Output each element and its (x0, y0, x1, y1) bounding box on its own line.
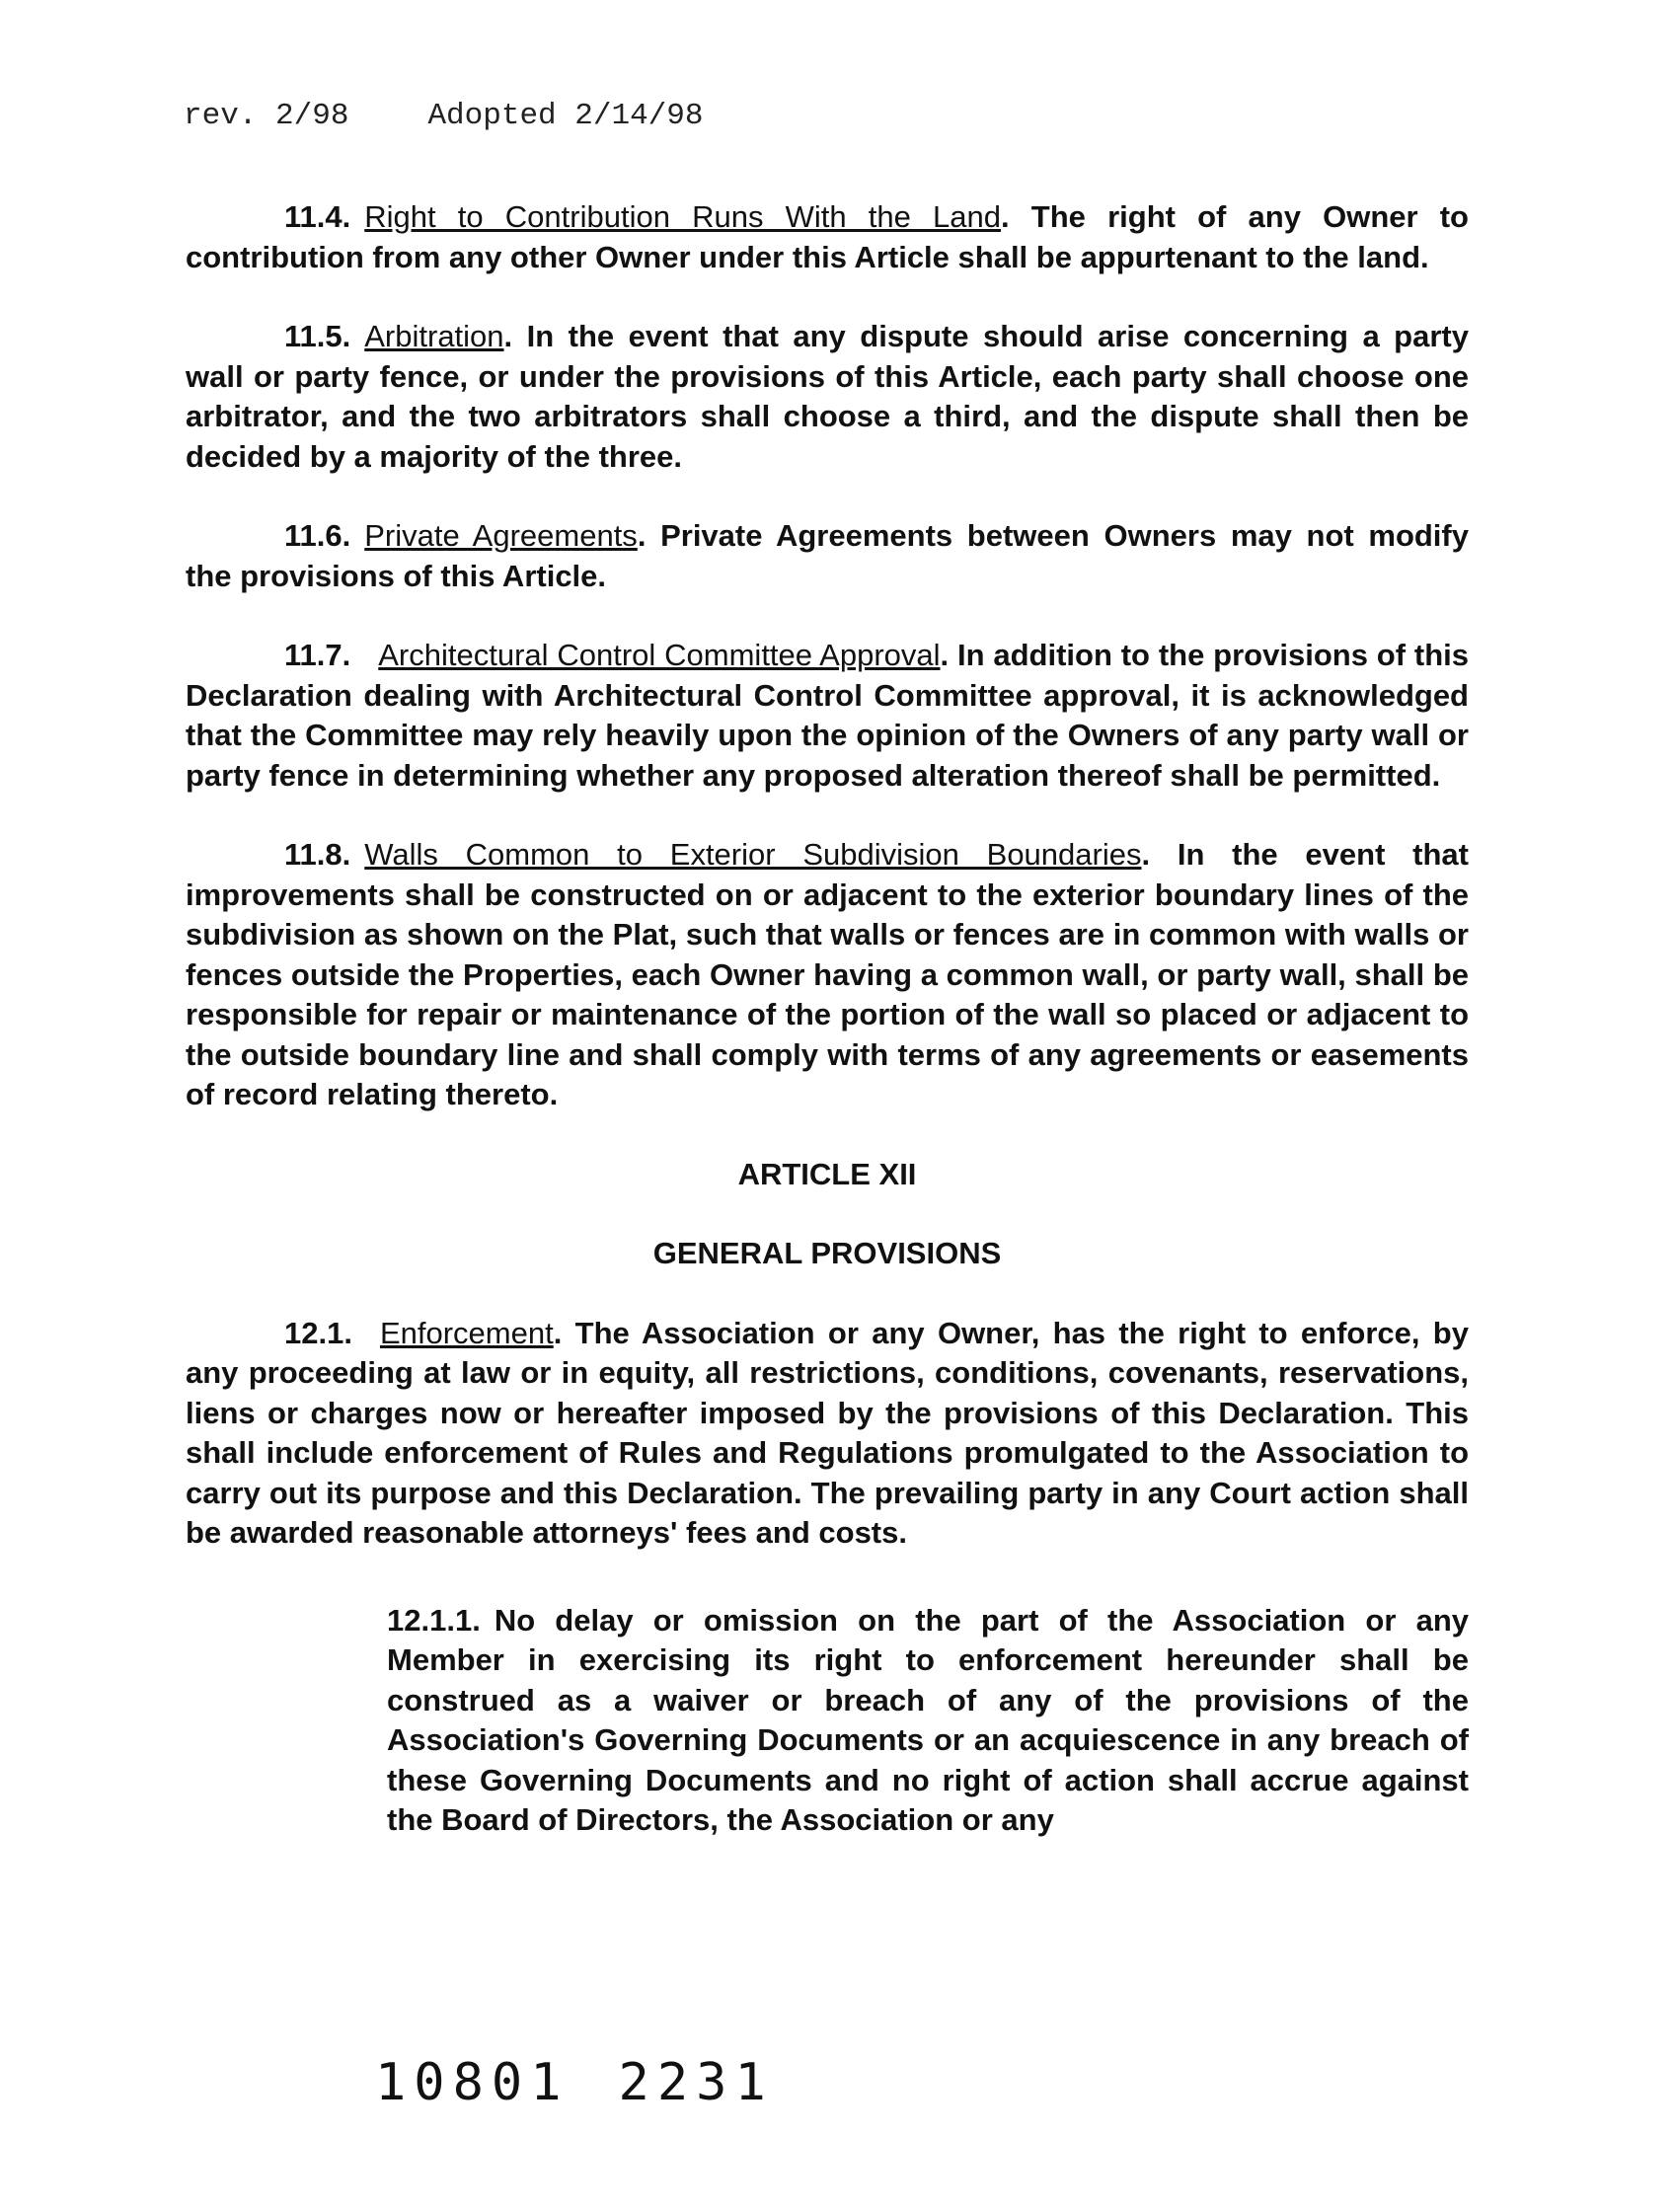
section-12-1 (186, 1314, 1469, 1554)
section-number: 11.4. (284, 199, 351, 234)
section-title: Architectural Control Committee Approval (378, 638, 941, 672)
section-text: . The right of any Owner to contribution from any other Owner under this Article shall be appurtenant to the land. (186, 199, 1469, 274)
section-text: No delay or omission on the part of the Association or any Member in exercising its right to enforcement hereunder shall be construed as a waiver or breach of any of the provisions of the Association's Governing Documents or an acquiescence in any breach of these Governing Documents and no right of action shall accrue against the Board of Directors, the Association or any (387, 1602, 1469, 1837)
section-title: Arbitration (364, 319, 504, 353)
section-title: Right to Contribution Runs With the Land (364, 199, 1002, 234)
section-11-8 (186, 835, 1469, 1115)
section-title: Walls Common to Exterior Subdivision Boundaries (364, 837, 1142, 872)
book-number: 10801 (375, 2053, 570, 2112)
page-number: 2231 (618, 2053, 774, 2112)
revision-line (184, 99, 782, 133)
section-number: 12.1. (284, 1315, 352, 1350)
section-11-4 (186, 197, 1469, 277)
article-title: GENERAL PROVISIONS (652, 1236, 1002, 1270)
adopted-label: Adopted 2/14/98 (427, 99, 704, 133)
section-12-1-1 (387, 1601, 1469, 1841)
section-number: 11.7. (284, 638, 351, 672)
recording-stamp (375, 2053, 823, 2112)
section-11-6 (186, 516, 1469, 596)
section-title: Private Agreements (364, 518, 638, 553)
section-number: 12.1.1. (387, 1602, 481, 1638)
document-body (186, 197, 1469, 1871)
section-11-7 (186, 636, 1469, 796)
section-text: . In addition to the provisions of this Declaration dealing with Architectural Control Committee approval, it is acknowledged that the Committee may rely heavily upon the opinion of the Owners of any party wall or party fence in determining whether any proposed alteration thereof shall be permitted. (186, 638, 1469, 793)
section-number: 11.5. (284, 319, 351, 353)
section-number: 11.8. (284, 837, 351, 872)
section-text: . Private Agreements between Owners may not modify the provisions of this Article. (186, 518, 1469, 593)
section-number: 11.6. (284, 518, 351, 553)
section-text: . In the event that improvements shall be constructed on or adjacent to the exterior boundary lines of the subdivision as shown on the Plat, such that walls or fences are in common with walls or fences outside the Properties, each Owner having a common wall, or party wall, shall be responsible for repair or maintenance of the portion of the wall so placed or adjacent to the outside boundary line and shall comply with terms of any agreements or easements of record relating thereto. (186, 837, 1469, 1111)
section-text: . The Association or any Owner, has the right to enforce, by any proceeding at law or in equity, all restrictions, conditions, covenants, reservations, liens or charges now or hereafter imposed by the provisions of this Declaration. This shall include enforcement of Rules and Regulations promulgated to the Association to carry out its purpose and this Declaration. The prevailing party in any Court action shall be awarded reasonable attorneys' fees and costs. (186, 1315, 1469, 1550)
article-heading: ARTICLE XII (737, 1156, 917, 1191)
section-11-5 (186, 317, 1469, 477)
section-title: Enforcement (379, 1315, 554, 1350)
revision-label: rev. 2/98 (184, 99, 349, 133)
section-text: . In the event that any dispute should arise concerning a party wall or party fence, or under the provisions of this Article, each party shall choose one arbitrator, and the two arbitrators shall choose a third, and the dispute shall then be decided by a majority of the three. (186, 319, 1469, 474)
